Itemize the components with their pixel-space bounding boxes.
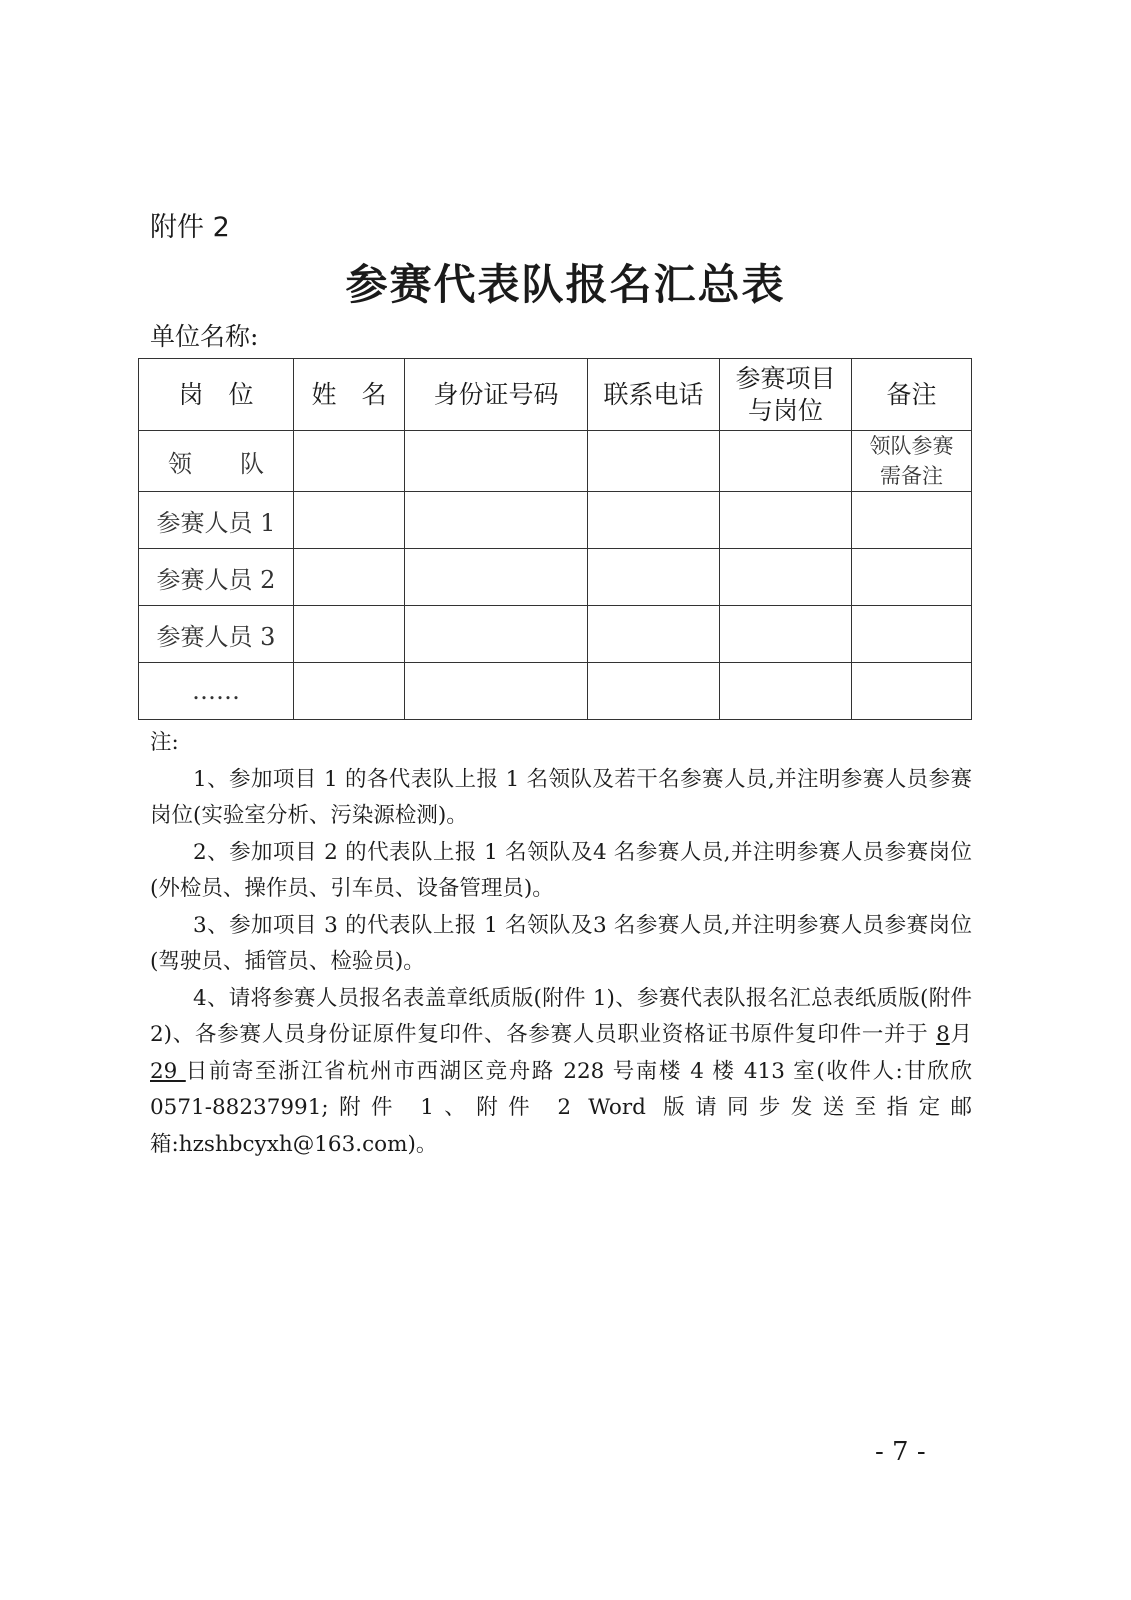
- cell-event-position[interactable]: [720, 431, 852, 492]
- cell-event-position[interactable]: [720, 492, 852, 549]
- cell-id-number[interactable]: [405, 431, 588, 492]
- cell-remarks: [852, 431, 972, 492]
- row-label-member-3: 参赛人员 3: [139, 606, 294, 663]
- row-label-member-2: 参赛人员 2: [139, 549, 294, 606]
- header-event-line2: 与岗位: [747, 395, 823, 425]
- row-label-member-1: 参赛人员 1: [139, 492, 294, 549]
- cell-phone[interactable]: [588, 492, 720, 549]
- cell-name[interactable]: [294, 606, 405, 663]
- table-row: [139, 663, 972, 720]
- table-row: [139, 431, 972, 492]
- table-header-row: [139, 359, 972, 431]
- cell-phone[interactable]: [588, 606, 720, 663]
- cell-name[interactable]: [294, 431, 405, 492]
- note-item-2: 2、参加项目 2 的代表队上报 1 名领队及4 名参赛人员,并注明参赛人员参赛岗位(外检员、操作员、引车员、设备管理员)。: [150, 839, 972, 901]
- cell-remarks[interactable]: [852, 492, 972, 549]
- notes-heading: 注:: [150, 730, 179, 755]
- cell-event-position[interactable]: [720, 663, 852, 720]
- unit-name-label: 单位名称:: [150, 322, 259, 351]
- registration-table: [138, 358, 972, 720]
- header-phone: 联系电话: [588, 359, 720, 431]
- deadline-month: 8: [936, 1022, 950, 1047]
- header-position: 岗 位: [139, 359, 294, 431]
- remark-line2: 需备注: [880, 464, 943, 488]
- cell-event-position[interactable]: [720, 606, 852, 663]
- cell-remarks[interactable]: [852, 549, 972, 606]
- table-row: [139, 549, 972, 606]
- page-number: - 7 -: [875, 1437, 926, 1467]
- row-label-leader: 领 队: [139, 431, 294, 492]
- cell-phone[interactable]: [588, 431, 720, 492]
- cell-name[interactable]: [294, 549, 405, 606]
- note-4-text-a: 4、请将参赛人员报名表盖章纸质版(附件 1)、参赛代表队报名汇总表纸质版(附件 2)、各参赛人员身份证原件复印件、各参赛人员职业资格证书原件复印件一并于: [150, 985, 972, 1047]
- header-name: 姓 名: [294, 359, 405, 431]
- cell-id-number[interactable]: [405, 606, 588, 663]
- note-item-4: [150, 981, 972, 1164]
- header-event-position: [720, 359, 852, 431]
- note-4-text-c: 日前寄至浙江省杭州市西湖区竞舟路 228 号南楼 4 楼 413 室(收件人:甘欣欣 0571-88237991;附件 1、附件 2 Word 版请同步发送至指定邮箱:hzshbcyxh@163.com)。: [150, 1058, 972, 1157]
- header-id-number: 身份证号码: [405, 359, 588, 431]
- note-item-3: 3、参加项目 3 的代表队上报 1 名领队及3 名参赛人员,并注明参赛人员参赛岗位(驾驶员、插管员、检验员)。: [150, 912, 972, 974]
- table-row: [139, 606, 972, 663]
- cell-name[interactable]: [294, 663, 405, 720]
- header-remarks: 备注: [852, 359, 972, 431]
- cell-phone[interactable]: [588, 663, 720, 720]
- table-row: [139, 492, 972, 549]
- cell-name[interactable]: [294, 492, 405, 549]
- cell-event-position[interactable]: [720, 549, 852, 606]
- cell-id-number[interactable]: [405, 549, 588, 606]
- remark-line1: 领队参赛: [869, 434, 954, 458]
- header-event-line1: 参赛项目: [735, 363, 836, 393]
- attachment-label: 附件 2: [150, 212, 230, 243]
- deadline-day: 29: [150, 1058, 186, 1084]
- note-4-text-b: 月: [949, 1022, 972, 1047]
- notes-section: [150, 725, 972, 1163]
- note-item-1: 1、参加项目 1 的各代表队上报 1 名领队及若干名参赛人员,并注明参赛人员参赛岗位(实验室分析、污染源检测)。: [150, 766, 972, 828]
- cell-id-number[interactable]: [405, 663, 588, 720]
- page-title: 参赛代表队报名汇总表: [345, 260, 786, 309]
- cell-phone[interactable]: [588, 549, 720, 606]
- cell-remarks[interactable]: [852, 663, 972, 720]
- cell-remarks[interactable]: [852, 606, 972, 663]
- row-label-ellipsis: ……: [139, 663, 294, 720]
- cell-id-number[interactable]: [405, 492, 588, 549]
